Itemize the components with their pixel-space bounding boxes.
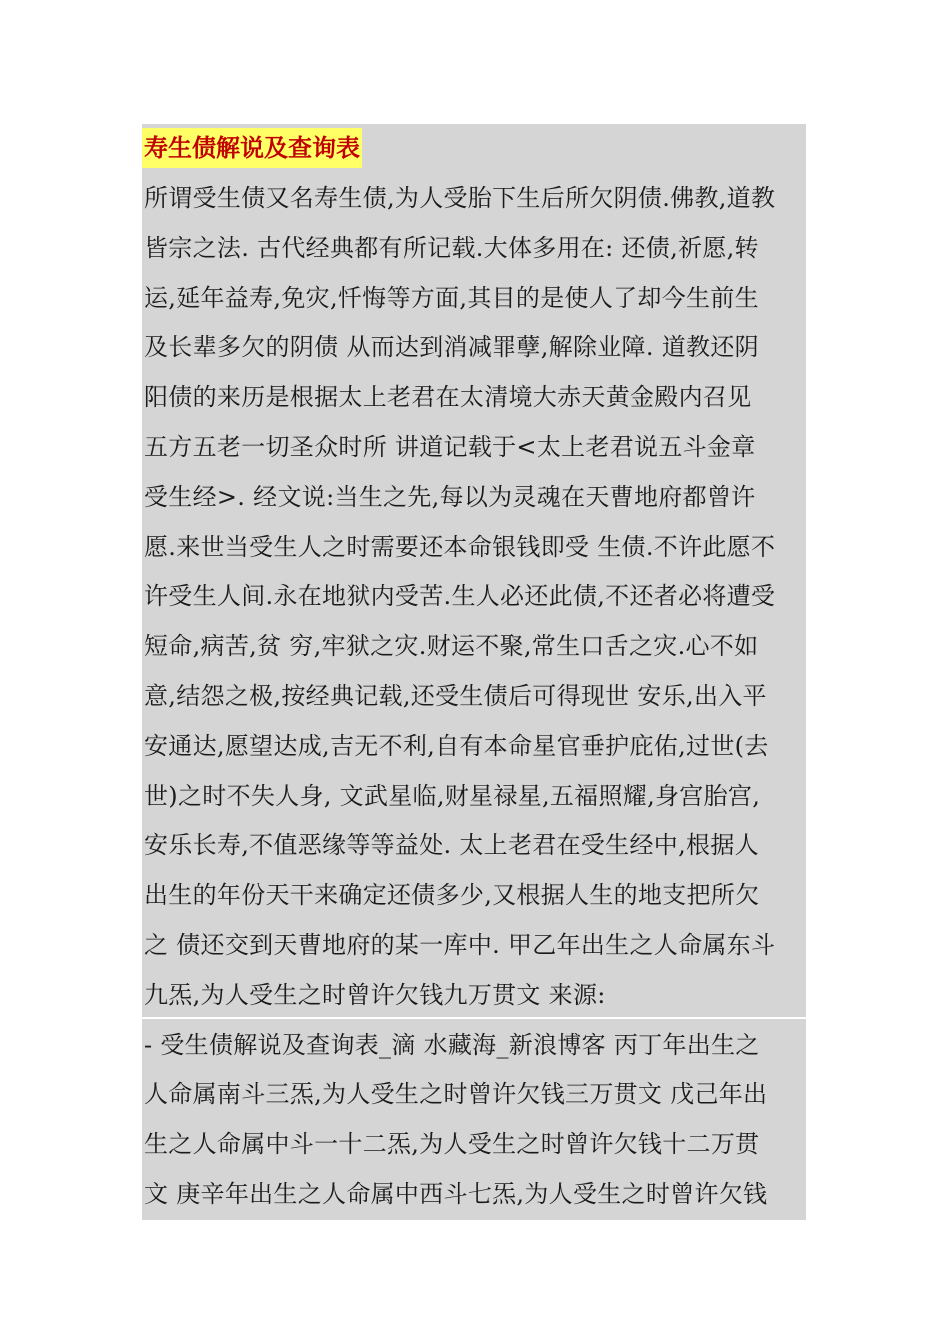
text-line: 及长辈多欠的阴债 从而达到消减罪孽,解除业障. 道教还阴 — [144, 333, 759, 362]
text-line: 阳债的来历是根据太上老君在太清境大赤天黄金殿内召见 — [144, 383, 752, 412]
text-line: 所谓受生债又名寿生债,为人受胎下生后所欠阴债.佛教,道教 — [144, 184, 776, 212]
text-line: 世)之时不失人身, 文武星临,财星禄星,五福照耀,身宫胎宫, — [144, 781, 761, 810]
text-line: - 受生债解说及查询表_滴 水藏海_新浪博客 丙丁年出生之 — [144, 1030, 760, 1059]
text-line: 之 债还交到天曹地府的某一库中. 甲乙年出生之人命属东斗 — [144, 930, 776, 959]
text-line: 皆宗之法. 古代经典都有所记载.大体多用在: 还债,祈愿,转 — [144, 233, 759, 262]
body-text — [144, 174, 808, 1220]
text-line: 安通达,愿望达成,吉无不利,自有本命星官垂护庇佑,过世(去 — [144, 731, 769, 760]
text-line: 安乐长寿,不值恶缘等等益处. 太上老君在受生经中,根据人 — [144, 831, 759, 860]
text-line: 短命,病苦,贫 穷,牢狱之灾.财运不聚,常生口舌之灾.心不如 — [144, 632, 759, 661]
text-line: 受生经>. 经文说:当生之先,每以为灵魂在天曹地府都曾许 — [144, 482, 756, 511]
document-title: 寿生债解说及查询表 — [142, 128, 362, 168]
text-line: 出生的年份天干来确定还债多少,又根据人生的地支把所欠 — [144, 881, 760, 910]
text-line: 意,结怨之极,按经典记载,还受生债后可得现世 安乐,出入平 — [144, 681, 767, 710]
text-line: 人命属南斗三炁,为人受生之时曾许欠钱三万贯文 戊己年出 — [144, 1080, 768, 1109]
text-line: 文 庚辛年出生之人命属中西斗七炁,为人受生之时曾许欠钱 — [144, 1179, 768, 1208]
text-line: 许受生人间.永在地狱内受苦.生人必还此债,不还者必将遭受 — [144, 582, 776, 611]
text-line: 五方五老一切圣众时所 讲道记载于<太上老君说五斗金章 — [144, 432, 756, 461]
text-line: 愿.来世当受生人之时需要还本命银钱即受 生债.不许此愿不 — [144, 532, 776, 561]
text-line: 九炁,为人受生之时曾许欠钱九万贯文 来源: — [144, 980, 606, 1009]
text-line: 生之人命属中斗一十二炁,为人受生之时曾许欠钱十二万贯 — [144, 1130, 760, 1159]
text-line: 运,延年益寿,免灾,忏悔等方面,其目的是使人了却今生前生 — [144, 283, 759, 312]
